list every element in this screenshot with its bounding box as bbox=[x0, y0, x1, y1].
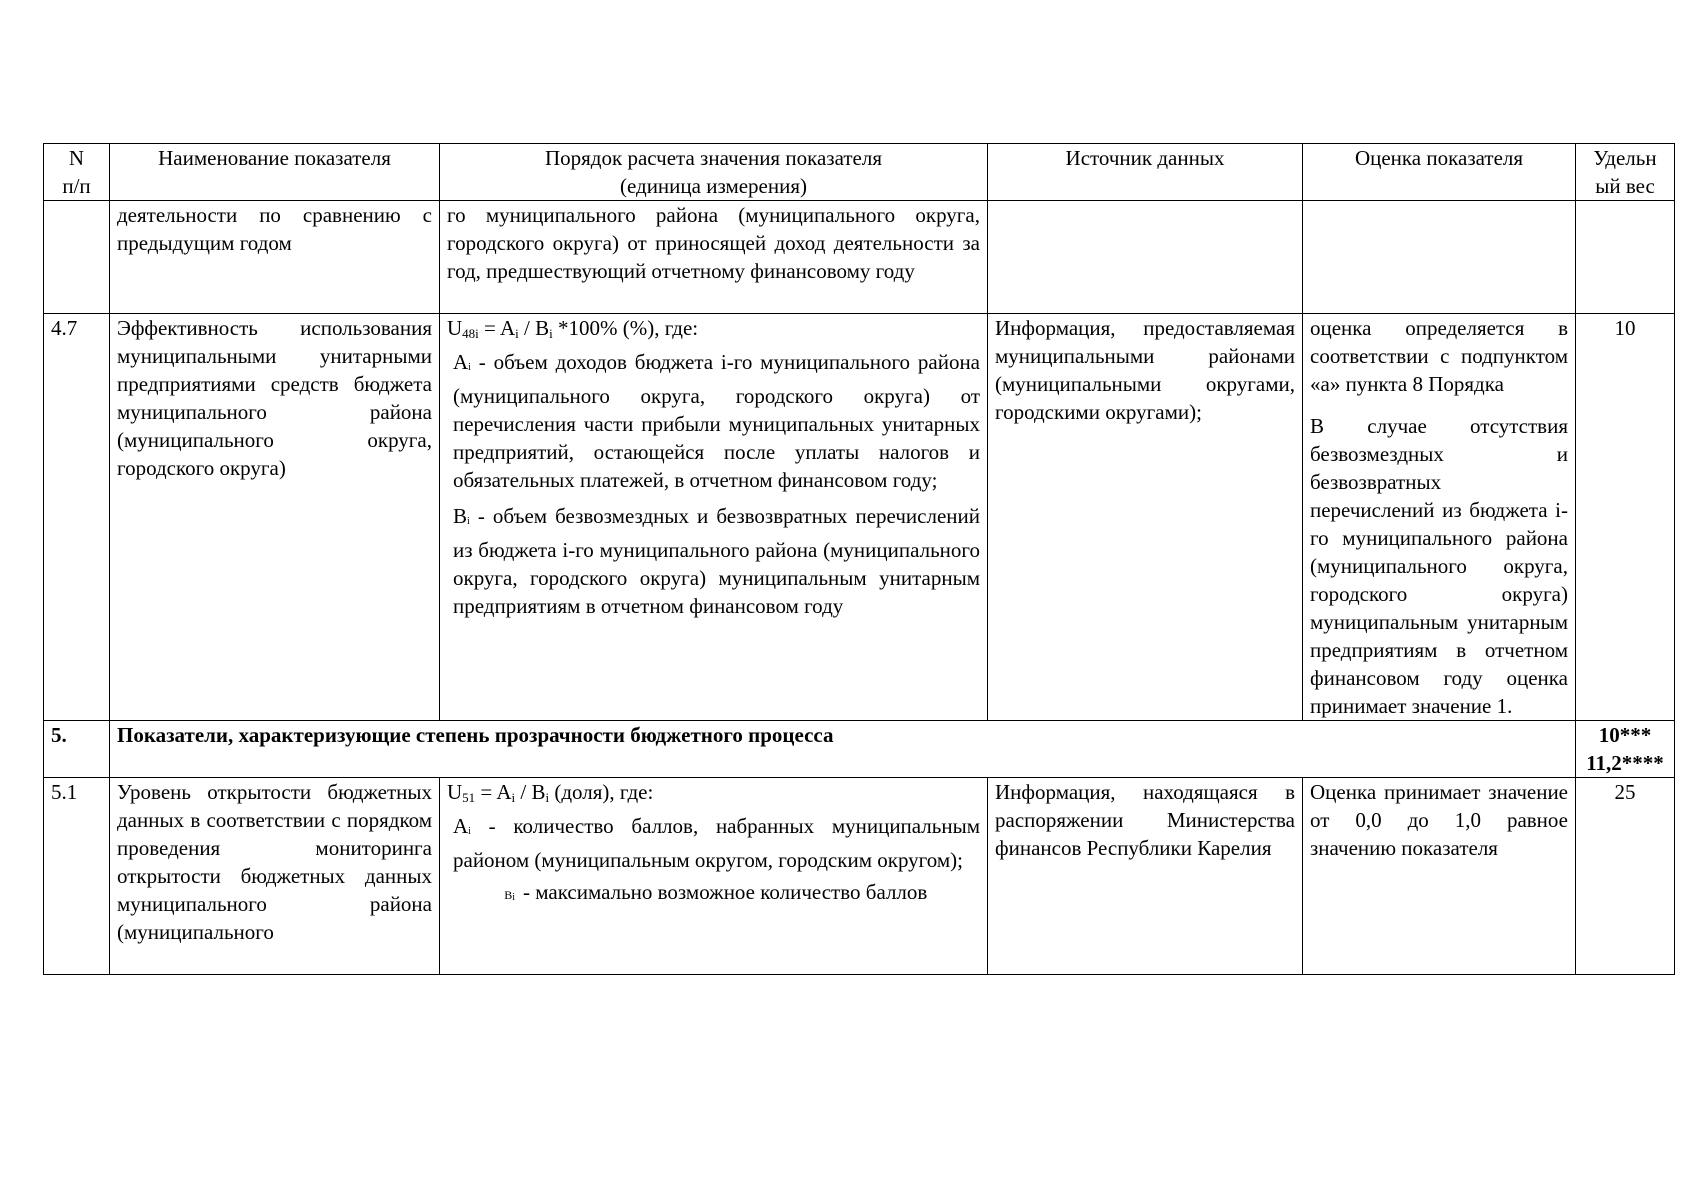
table-row bbox=[44, 778, 1675, 975]
formula-subscript: i bbox=[511, 790, 516, 805]
formula-text: *100% (%), где: bbox=[552, 316, 699, 340]
formula bbox=[447, 778, 980, 812]
header-calc-line2: (единица измерения) bbox=[619, 174, 808, 198]
cell-num bbox=[44, 201, 110, 314]
eval-paragraph: В случае отсутствия безвозмездных и безвозвратных перечислений из бюджета i-го муниципального района (муниципального округа, городского округа) муниципальным унитарным предприятиям в отчетном финансовом году оценка принимает значение 1. bbox=[1310, 414, 1568, 718]
cell-name: деятельности по сравнению с предыдущим годом bbox=[110, 201, 440, 314]
cell-calc bbox=[440, 314, 988, 721]
variable-subscript: i bbox=[467, 516, 470, 527]
definition-a bbox=[447, 348, 980, 494]
cell-weight bbox=[1576, 201, 1675, 314]
header-calc-line1: Порядок расчета значения показателя bbox=[544, 146, 882, 170]
variable-subscript: i bbox=[512, 892, 515, 903]
definition-text: - максимально возможное количество баллов bbox=[523, 880, 928, 904]
table-row bbox=[44, 201, 1675, 314]
variable-symbol: A bbox=[453, 814, 469, 838]
header-source: Источник данных bbox=[988, 144, 1303, 201]
header-name: Наименование показателя bbox=[110, 144, 440, 201]
cell-num: 4.7 bbox=[44, 314, 110, 721]
formula-subscript: i bbox=[545, 790, 550, 805]
definition-a bbox=[447, 812, 980, 874]
cell-weight: 10 bbox=[1576, 314, 1675, 721]
cell-name: Уровень открытости бюджетных данных в соответствии с порядком проведения мониторинга открытости бюджетных данных муниципального района (муниципального bbox=[110, 778, 440, 975]
formula-subscript: i bbox=[515, 326, 519, 341]
variable-symbol: B bbox=[453, 504, 468, 528]
variable-symbol: A bbox=[453, 350, 469, 374]
formula bbox=[447, 314, 980, 348]
formula-text: = A bbox=[475, 780, 512, 804]
weight-line: 11,2**** bbox=[1586, 751, 1664, 775]
formula-text: = A bbox=[478, 316, 516, 340]
weight-line: 10*** bbox=[1598, 723, 1652, 747]
cell-source bbox=[988, 201, 1303, 314]
cell-weight: 25 bbox=[1576, 778, 1675, 975]
formula-subscript: i bbox=[549, 326, 553, 341]
cell-name: Эффективность использования муниципальными унитарными предприятиями средств бюджета муниципального района (муниципального округа, городского округа) bbox=[110, 314, 440, 721]
definition-text: - количество баллов, набранных муниципальным районом (муниципальным округом, городским округом); bbox=[453, 814, 980, 872]
cell-eval bbox=[1303, 201, 1576, 314]
variable-symbol: B bbox=[504, 888, 513, 902]
formula-subscript: 51 bbox=[462, 790, 476, 805]
header-num: N п/п bbox=[44, 144, 110, 201]
table-row bbox=[44, 314, 1675, 721]
section-row bbox=[44, 721, 1675, 778]
table-header-row bbox=[44, 144, 1675, 201]
cell-calc bbox=[440, 778, 988, 975]
cell-calc: го муниципального района (муниципального округа, городского округа) от приносящей доход деятельности за год, предшествующий отчетному финансовому году bbox=[440, 201, 988, 314]
formula-symbol: U bbox=[447, 316, 463, 340]
cell-num: 5. bbox=[44, 721, 110, 778]
cell-eval: Оценка принимает значение от 0,0 до 1,0 равное значению показателя bbox=[1303, 778, 1576, 975]
definition-b bbox=[447, 502, 980, 620]
variable-subscript: i bbox=[468, 826, 471, 837]
header-weight: Удельн ый вес bbox=[1576, 144, 1675, 201]
definition-text: - объем доходов бюджета i-го муниципального района (муниципального округа, городского округа) от перечисления части прибыли муниципальных унитарных предприятий, остающейся после уплаты налогов и обязательных платежей, в отчетном финансовом году; bbox=[453, 350, 980, 492]
section-title: Показатели, характеризующие степень прозрачности бюджетного процесса bbox=[110, 721, 1576, 778]
header-eval: Оценка показателя bbox=[1303, 144, 1576, 201]
indicators-table bbox=[43, 143, 1675, 975]
header-calc bbox=[440, 144, 988, 201]
cell-eval bbox=[1303, 314, 1576, 721]
formula-subscript: 48i bbox=[462, 326, 479, 341]
cell-source: Информация, предоставляемая муниципальными районами (муниципальными округами, городскими округами); bbox=[988, 314, 1303, 721]
definition-b bbox=[447, 878, 980, 912]
definition-text: - объем безвозмездных и безвозвратных перечислений из бюджета i-го муниципального района (муниципального округа, городского округа) муниципальным унитарным предприятиям в отчетном финансовом году bbox=[453, 504, 980, 618]
eval-paragraph: оценка определяется в соответствии с подпунктом «а» пункта 8 Порядка bbox=[1310, 316, 1568, 396]
cell-weight bbox=[1576, 721, 1675, 778]
variable-symbol-wrap bbox=[447, 878, 523, 912]
formula-text: / B bbox=[515, 780, 546, 804]
cell-source: Информация, находящаяся в распоряжении Министерства финансов Республики Карелия bbox=[988, 778, 1303, 975]
cell-num: 5.1 bbox=[44, 778, 110, 975]
formula-symbol: U bbox=[447, 780, 463, 804]
formula-text: / B bbox=[518, 316, 550, 340]
formula-text: (доля), где: bbox=[549, 780, 654, 804]
variable-subscript: i bbox=[468, 362, 471, 373]
